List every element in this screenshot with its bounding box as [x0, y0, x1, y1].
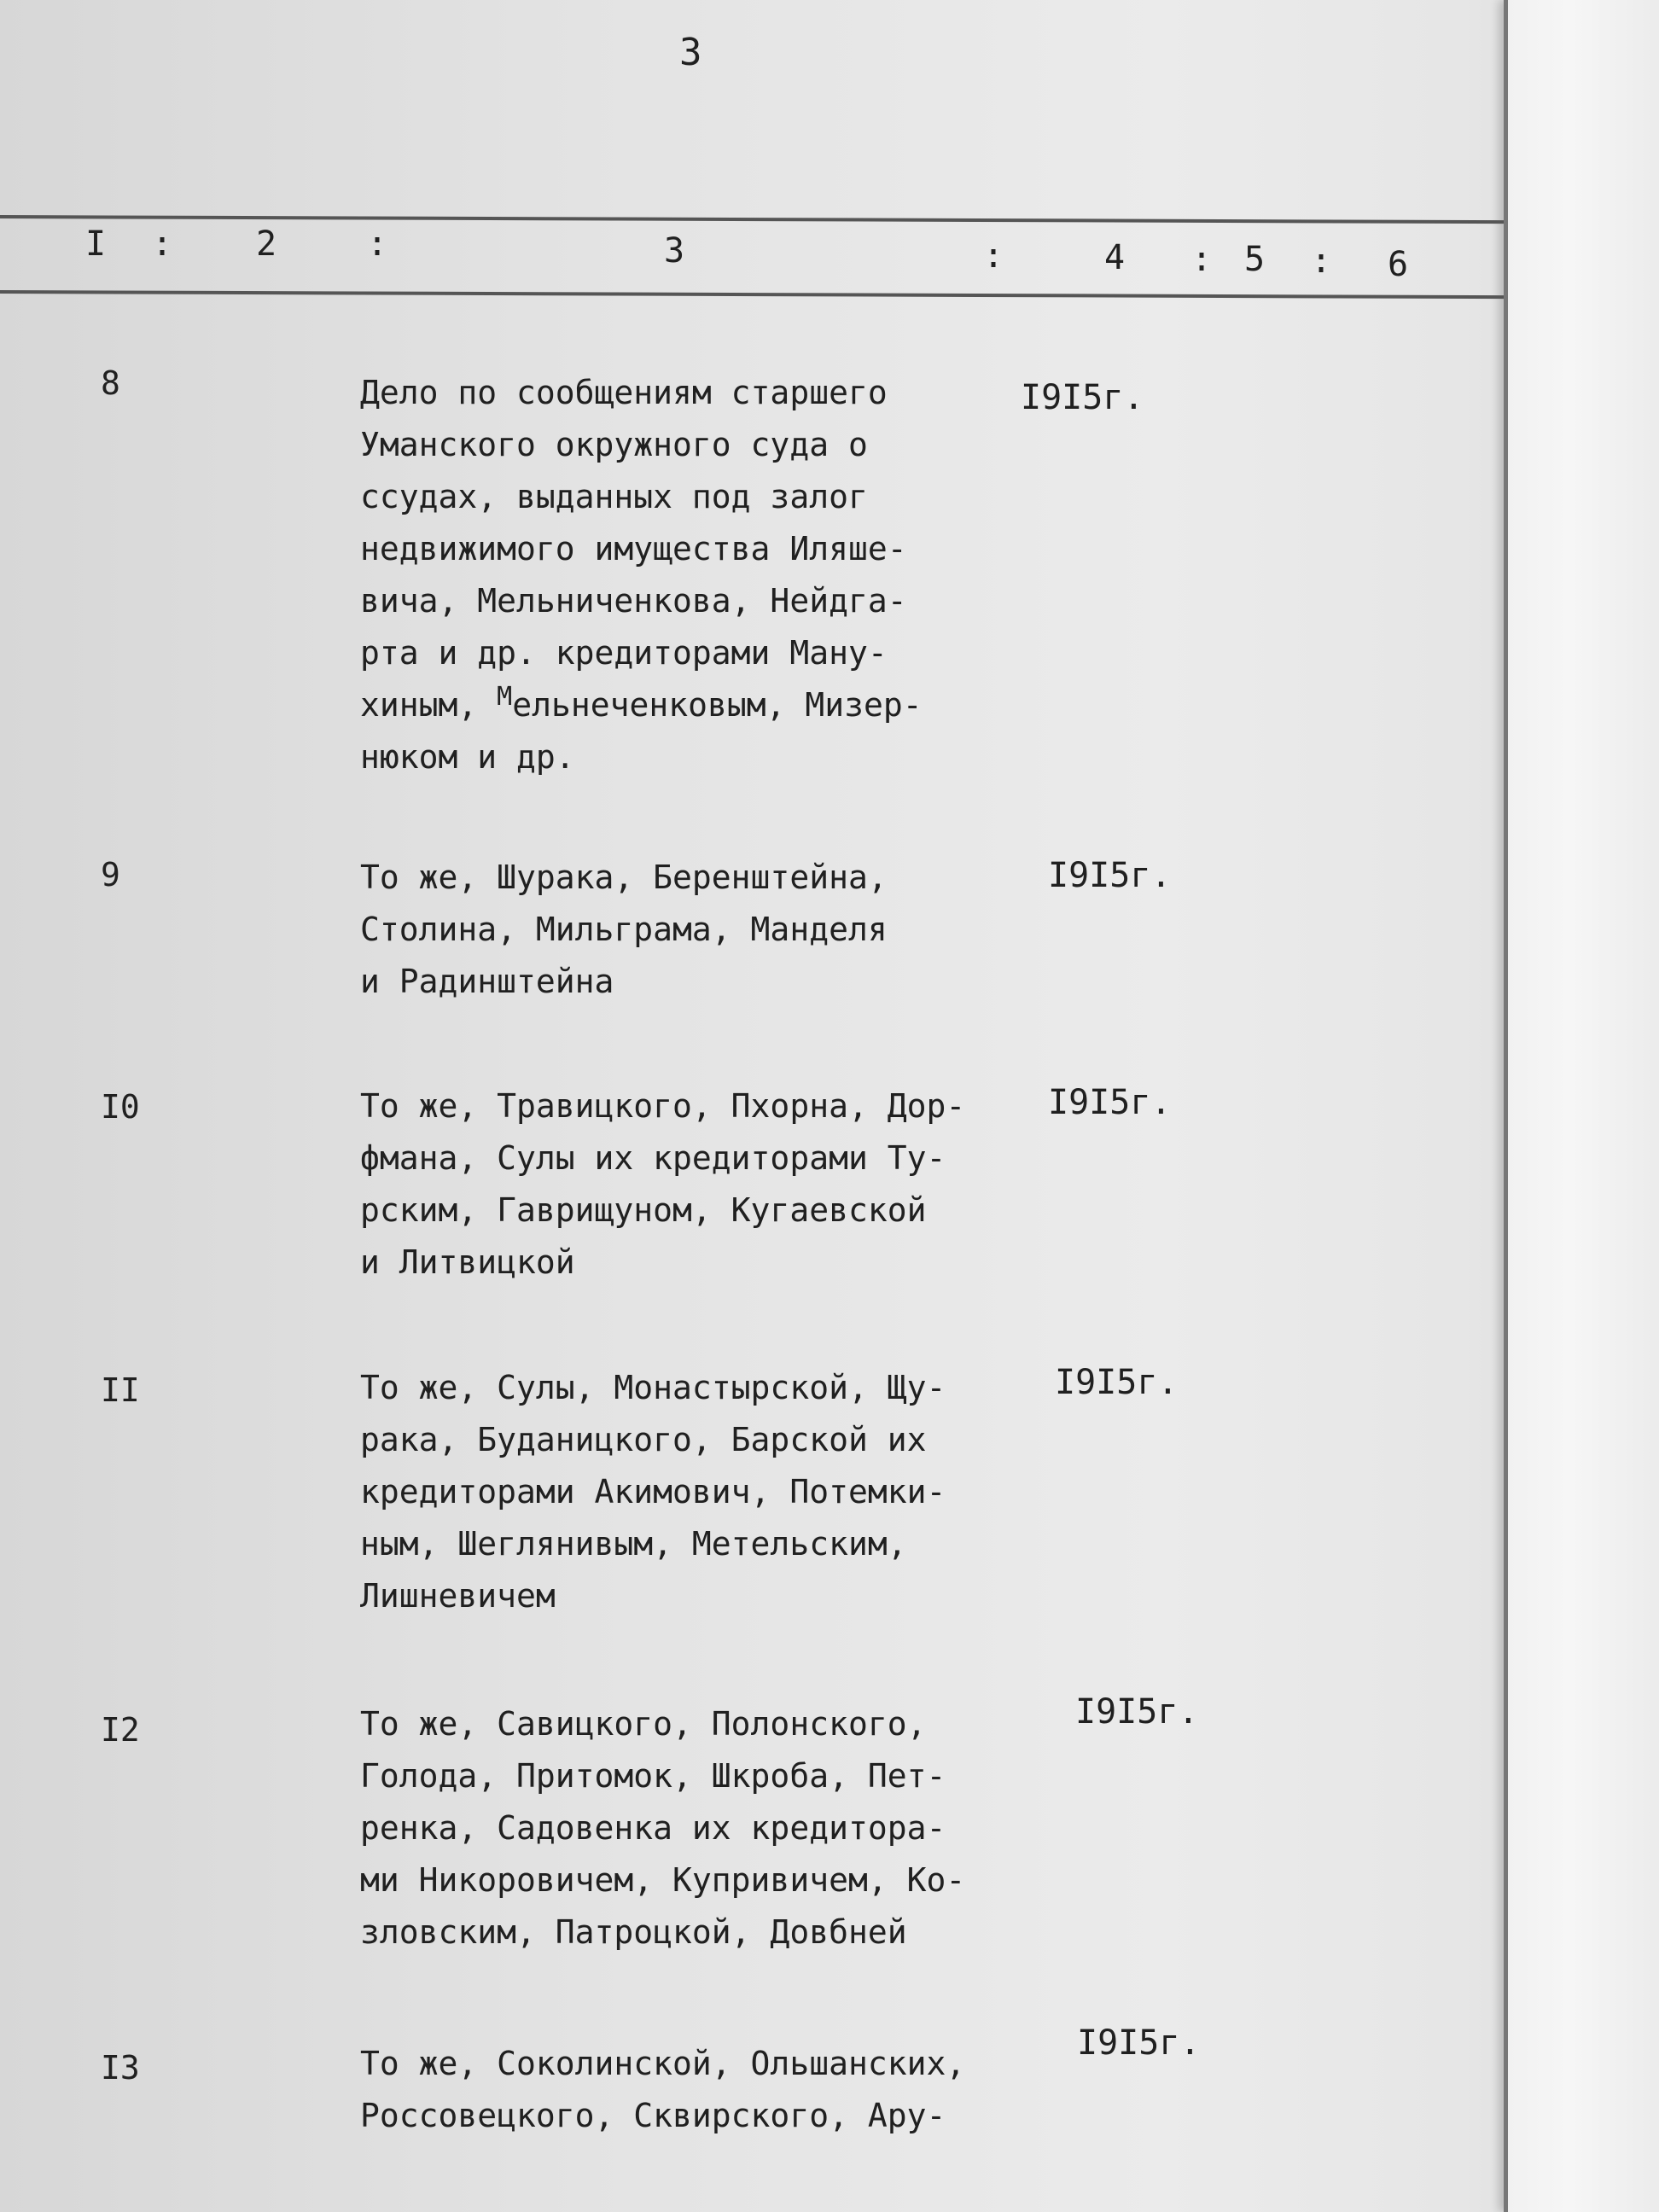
- entry-line: Дело по сообщениям старшего: [360, 374, 888, 411]
- entry-line: рским, Гаврищуном, Кугаевской: [360, 1191, 927, 1229]
- superscript-letter: М: [497, 682, 513, 712]
- entry-description: [360, 1362, 1034, 1622]
- entry-line: Столина, Мильграма, Манделя: [360, 911, 888, 948]
- column-separator: :: [1311, 242, 1332, 281]
- entry-line: недвижимого имущества Иляше-: [360, 530, 907, 568]
- entry-description: [360, 2038, 1034, 2142]
- header-top-rule: [0, 215, 1504, 224]
- entry-description: [360, 852, 1034, 1008]
- page-number: 3: [679, 31, 702, 74]
- entry-line: нюком и др.: [360, 738, 575, 776]
- entry-line: ссудах, выданных под залог: [360, 478, 868, 515]
- column-separator: :: [152, 224, 173, 264]
- entry-line: кредиторами Акимович, Потемки-: [360, 1473, 946, 1511]
- underlying-page-edge: [1504, 0, 1659, 2212]
- entry-date: I9I5г.: [1048, 856, 1172, 895]
- entry-line: рта и др. кредиторами Ману-: [360, 634, 888, 672]
- entry-line: То же, Сулы, Монастырской, Щу-: [360, 1369, 946, 1406]
- entry-line: и Литвицкой: [360, 1243, 575, 1281]
- entry-date: I9I5г.: [1075, 1692, 1199, 1732]
- column-header-5: 5: [1244, 240, 1266, 279]
- entry-description: [360, 1698, 1034, 1959]
- column-separator: :: [1191, 240, 1213, 279]
- entry-number: I2: [101, 1711, 140, 1749]
- entry-line: ным, Шеглянивым, Метельским,: [360, 1525, 907, 1563]
- entry-date: I9I5г.: [1055, 1363, 1179, 1402]
- entry-number: I0: [101, 1088, 140, 1126]
- entry-line-part: хиным,: [360, 686, 498, 724]
- entry-line: То же, Шурака, Беренштейна,: [360, 859, 888, 896]
- entry-number: 9: [101, 856, 120, 894]
- entry-line: зловским, Патроцкой, Довбней: [360, 1913, 907, 1951]
- entry-line: Уманского окружного суда о: [360, 426, 868, 463]
- column-separator: :: [367, 224, 388, 264]
- entry-line: [360, 679, 1034, 731]
- entry-line: То же, Травицкого, Пхорна, Дор-: [360, 1087, 966, 1125]
- column-header-6: 6: [1388, 245, 1409, 284]
- column-header-3: 3: [664, 231, 685, 271]
- entry-line-part: ельнеченковым, Мизер-: [512, 686, 923, 724]
- entry-date: I9I5г.: [1048, 1083, 1172, 1122]
- column-header-2: 2: [256, 224, 277, 264]
- column-header-1: I: [85, 224, 107, 264]
- entry-line: То же, Соколинской, Ольшанских,: [360, 2045, 966, 2082]
- header-bottom-rule: [0, 290, 1504, 299]
- entry-line: вича, Мельниченкова, Нейдга-: [360, 582, 907, 620]
- entry-date: I9I5г.: [1077, 2023, 1201, 2063]
- entry-line: рака, Буданицкого, Барской их: [360, 1421, 927, 1458]
- entry-line: и Радинштейна: [360, 963, 614, 1000]
- entry-line: ми Никоровичем, Купривичем, Ко-: [360, 1861, 966, 1899]
- entry-number: I3: [101, 2049, 140, 2087]
- entry-line: То же, Савицкого, Полонского,: [360, 1705, 927, 1743]
- entry-line: фмана, Сулы их кредиторами Ту-: [360, 1139, 946, 1177]
- entry-number: 8: [101, 364, 120, 402]
- entry-number: II: [101, 1371, 140, 1409]
- column-header-4: 4: [1104, 238, 1126, 277]
- entry-description: [360, 1080, 1034, 1289]
- entry-line: ренка, Садовенка их кредитора-: [360, 1809, 946, 1847]
- column-separator: :: [983, 236, 1004, 276]
- entry-line: Голода, Притомок, Шкроба, Пет-: [360, 1757, 946, 1795]
- entry-line: Россовецкого, Сквирского, Ару-: [360, 2097, 946, 2134]
- entry-description: [360, 367, 1034, 783]
- entry-line: Лишневичем: [360, 1577, 556, 1615]
- entry-date: I9I5г.: [1021, 378, 1144, 417]
